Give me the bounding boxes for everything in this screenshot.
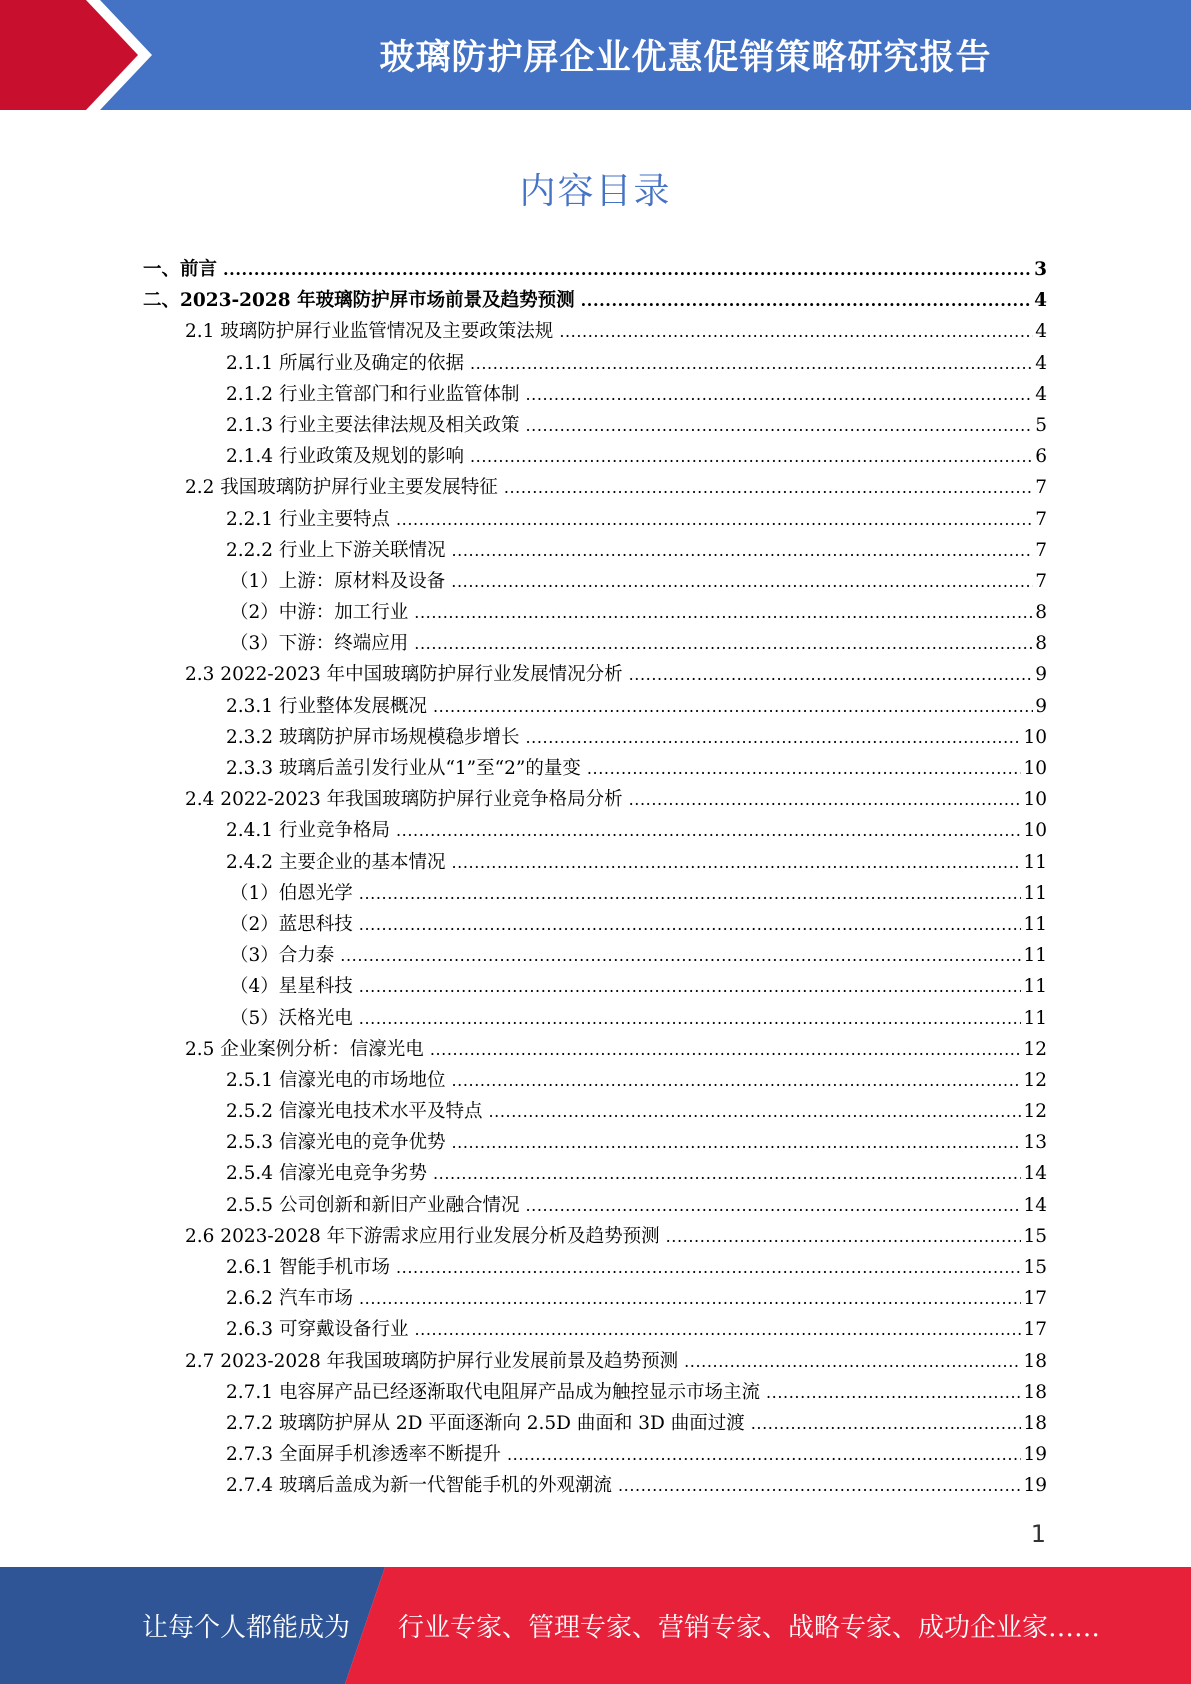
toc-entry-page: 18	[1023, 1381, 1047, 1403]
toc-entry[interactable]	[143, 285, 1047, 316]
toc-entry[interactable]	[143, 472, 1047, 503]
toc-dot-leader	[396, 504, 1033, 535]
toc-entry-title: 2.7.3 全面屏手机渗透率不断提升	[226, 1444, 501, 1466]
toc-entry-title: 2.5.4 信濠光电竞争劣势	[226, 1163, 427, 1185]
toc-entry[interactable]	[143, 1221, 1047, 1252]
toc-entry-title: 2.4.1 行业竞争格局	[226, 820, 390, 842]
toc-entry-title: 2.7.2 玻璃防护屏从 2D 平面逐渐向 2.5D 曲面和 3D 曲面过渡	[226, 1412, 745, 1434]
toc-dot-leader	[629, 784, 1022, 815]
toc-entry-title: 2.3.3 玻璃后盖引发行业从“1”至“2”的量变	[226, 758, 581, 779]
toc-entry[interactable]	[143, 1065, 1047, 1096]
toc-entry-page: 15	[1023, 1257, 1047, 1278]
toc-dot-leader	[618, 1470, 1021, 1501]
toc-entry-page: 10	[1023, 820, 1047, 842]
toc-heading: 内容目录	[519, 171, 672, 212]
toc-dot-leader	[451, 566, 1033, 597]
toc-entry[interactable]	[143, 1439, 1047, 1470]
footer-slogan-right: 行业专家、管理专家、营销专家、战略专家、成功企业家……	[398, 1613, 1101, 1643]
toc-entry-title: 2.1.2 行业主管部门和行业监管体制	[226, 383, 520, 405]
toc-dot-leader	[666, 1221, 1022, 1252]
toc-dot-leader	[451, 1127, 1021, 1158]
toc-entry[interactable]	[143, 410, 1047, 441]
toc-entry-title: 2.1 玻璃防护屏行业监管情况及主要政策法规	[185, 321, 554, 343]
toc-entry-page: 10	[1023, 758, 1047, 779]
toc-entry-title: 2.1.3 行业主要法律法规及相关政策	[226, 414, 520, 436]
toc-entry-title: （4）星星科技	[230, 976, 353, 998]
toc-entry[interactable]	[143, 847, 1047, 878]
toc-entry[interactable]	[143, 441, 1047, 472]
toc-entry-title: 2.5.5 公司创新和新旧产业融合情况	[226, 1194, 520, 1216]
toc-dot-leader	[414, 597, 1033, 628]
toc-dot-leader	[396, 815, 1021, 846]
header-band	[0, 0, 1191, 110]
toc-entry-page: 7	[1035, 539, 1047, 561]
toc-dot-leader	[581, 285, 1033, 316]
toc-entry-page: 10	[1023, 726, 1047, 748]
toc-entry[interactable]	[143, 1346, 1047, 1377]
toc-dot-leader	[433, 691, 1033, 722]
toc-entry-title: 2.7.1 电容屏产品已经逐渐取代电阻屏产品成为触控显示市场主流	[226, 1381, 760, 1403]
toc-entry-page: 5	[1035, 414, 1047, 436]
footer-band	[0, 1567, 1191, 1684]
toc-entry-page: 19	[1023, 1444, 1047, 1466]
toc-dot-leader	[359, 971, 1022, 1002]
toc-entry-page: 13	[1023, 1132, 1047, 1154]
toc-entry-page: 4	[1035, 352, 1047, 374]
toc-entry-title: （2）蓝思科技	[230, 913, 353, 935]
toc-entry-page: 11	[1023, 913, 1047, 935]
toc-entry[interactable]	[143, 1158, 1047, 1189]
toc-entry-page: 7	[1035, 477, 1047, 499]
toc-dot-leader	[433, 1158, 1021, 1189]
toc-entry[interactable]	[143, 379, 1047, 410]
toc-entry-page: 17	[1023, 1288, 1047, 1310]
toc-entry-title: 2.1.4 行业政策及规划的影响	[226, 446, 464, 468]
toc-entry-page: 11	[1023, 882, 1047, 904]
toc-entry[interactable]	[143, 348, 1047, 379]
toc-entry-title: （1）伯恩光学	[230, 882, 353, 904]
toc-dot-leader	[766, 1377, 1021, 1408]
toc-entry-title: 2.5.3 信濠光电的竞争优势	[226, 1132, 446, 1154]
toc-entry[interactable]	[143, 1314, 1047, 1345]
toc-entry-title: 2.2 我国玻璃防护屏行业主要发展特征	[185, 477, 498, 499]
toc-entry[interactable]	[143, 691, 1047, 722]
toc-entry-title: 一、前言	[143, 259, 218, 280]
toc-entry[interactable]	[143, 1096, 1047, 1127]
toc-dot-leader	[504, 472, 1033, 503]
toc-entry[interactable]	[143, 971, 1047, 1002]
toc-dot-leader	[587, 753, 1022, 784]
toc-dot-leader	[525, 379, 1033, 410]
toc-entry[interactable]	[143, 784, 1047, 815]
toc-dot-leader	[396, 1252, 1021, 1283]
toc-dot-leader	[223, 254, 1032, 285]
toc-entry[interactable]	[143, 1408, 1047, 1439]
toc-dot-leader	[488, 1096, 1021, 1127]
toc-entry-title: 2.6.3 可穿戴设备行业	[226, 1319, 409, 1341]
toc-entry-title: 2.6.1 智能手机市场	[226, 1257, 390, 1278]
toc-entry-title: 2.3 2022-2023 年中国玻璃防护屏行业发展情况分析	[185, 664, 623, 686]
header-red-chevron	[0, 0, 138, 110]
toc-entry-page: 9	[1035, 664, 1047, 686]
toc-entry-page: 9	[1035, 695, 1047, 717]
toc-entry-page: 14	[1023, 1194, 1047, 1216]
toc-dot-leader	[507, 1439, 1021, 1470]
toc-dot-leader	[629, 659, 1034, 690]
toc-dot-leader	[359, 1003, 1022, 1034]
toc-entry-page: 10	[1023, 789, 1047, 811]
toc-entry[interactable]	[143, 1252, 1047, 1283]
toc-entry-page: 11	[1023, 976, 1047, 998]
report-title: 玻璃防护屏企业优惠促销策略研究报告	[379, 38, 992, 78]
toc-entry-title: （3）合力泰	[230, 945, 335, 967]
toc-entry-title: 二、2023-2028 年玻璃防护屏市场前景及趋势预测	[143, 290, 575, 312]
toc-dot-leader	[684, 1346, 1021, 1377]
toc-entry-title: 2.5.2 信濠光电技术水平及特点	[226, 1101, 483, 1123]
toc-dot-leader	[525, 722, 1021, 753]
page-number: 1	[1030, 1520, 1046, 1548]
table-of-contents	[143, 254, 1047, 1502]
toc-dot-leader	[414, 1314, 1021, 1345]
toc-entry-title: （5）沃格光电	[230, 1007, 353, 1029]
toc-entry-page: 19	[1023, 1475, 1047, 1497]
toc-entry-title: 2.7.4 玻璃后盖成为新一代智能手机的外观潮流	[226, 1475, 612, 1497]
toc-dot-leader	[559, 316, 1033, 347]
toc-dot-leader	[414, 628, 1033, 659]
toc-entry-title: 2.5 企业案例分析：信濠光电	[185, 1038, 424, 1060]
toc-entry-title: （2）中游：加工行业	[230, 602, 409, 624]
toc-entry-title: 2.6.2 汽车市场	[226, 1288, 353, 1310]
toc-entry[interactable]	[143, 504, 1047, 535]
toc-entry-title: 2.2.2 行业上下游关联情况	[226, 539, 446, 561]
toc-dot-leader	[451, 847, 1021, 878]
toc-entry-title: 2.3.1 行业整体发展概况	[226, 695, 427, 717]
toc-entry-title: 2.4.2 主要企业的基本情况	[226, 851, 446, 873]
toc-dot-leader	[470, 441, 1033, 472]
toc-dot-leader	[359, 1283, 1022, 1314]
toc-entry[interactable]	[143, 659, 1047, 690]
toc-entry-page: 8	[1035, 602, 1047, 624]
toc-entry[interactable]	[143, 1470, 1047, 1501]
toc-entry[interactable]	[143, 597, 1047, 628]
toc-entry-page: 12	[1023, 1101, 1047, 1123]
toc-entry[interactable]	[143, 535, 1047, 566]
toc-entry[interactable]	[143, 940, 1047, 971]
toc-entry-page: 12	[1023, 1038, 1047, 1060]
toc-entry-page: 18	[1023, 1412, 1047, 1434]
toc-entry-page: 4	[1035, 383, 1047, 405]
toc-entry-title: 2.3.2 玻璃防护屏市场规模稳步增长	[226, 726, 520, 748]
toc-entry-title: 2.4 2022-2023 年我国玻璃防护屏行业竞争格局分析	[185, 789, 623, 811]
toc-entry[interactable]	[143, 628, 1047, 659]
toc-entry[interactable]	[143, 878, 1047, 909]
toc-entry-page: 4	[1034, 290, 1047, 312]
toc-entry[interactable]	[143, 753, 1047, 784]
toc-dot-leader	[359, 878, 1022, 909]
toc-entry[interactable]	[143, 1283, 1047, 1314]
toc-entry-page: 14	[1023, 1163, 1047, 1185]
toc-entry-page: 18	[1023, 1350, 1047, 1372]
toc-entry-page: 7	[1035, 508, 1047, 530]
toc-entry-page: 4	[1035, 321, 1047, 343]
toc-entry[interactable]	[143, 1190, 1047, 1221]
toc-dot-leader	[451, 1065, 1021, 1096]
toc-entry-title: （3）下游：终端应用	[230, 633, 409, 655]
toc-dot-leader	[430, 1034, 1022, 1065]
toc-entry[interactable]	[143, 815, 1047, 846]
toc-entry-title: （1）上游：原材料及设备	[230, 570, 446, 592]
toc-entry[interactable]	[143, 722, 1047, 753]
toc-dot-leader	[751, 1408, 1022, 1439]
toc-entry-page: 11	[1023, 851, 1047, 873]
toc-entry-title: 2.5.1 信濠光电的市场地位	[226, 1069, 446, 1091]
toc-dot-leader	[451, 535, 1033, 566]
toc-entry-page: 11	[1023, 945, 1047, 967]
toc-entry-page: 6	[1035, 446, 1047, 468]
toc-entry-title: 2.1.1 所属行业及确定的依据	[226, 352, 464, 374]
toc-entry-title: 2.6 2023-2028 年下游需求应用行业发展分析及趋势预测	[185, 1225, 660, 1247]
toc-entry[interactable]	[143, 1003, 1047, 1034]
toc-entry-page: 3	[1034, 259, 1047, 280]
toc-entry-title: 2.7 2023-2028 年我国玻璃防护屏行业发展前景及趋势预测	[185, 1350, 679, 1372]
toc-entry-page: 7	[1035, 570, 1047, 592]
toc-entry-page: 11	[1023, 1007, 1047, 1029]
toc-dot-leader	[525, 1190, 1021, 1221]
toc-entry-page: 12	[1023, 1069, 1047, 1091]
toc-entry-title: 2.2.1 行业主要特点	[226, 508, 390, 530]
toc-entry[interactable]	[143, 254, 1047, 285]
toc-entry-page: 8	[1035, 633, 1047, 655]
toc-entry-page: 17	[1023, 1319, 1047, 1341]
toc-dot-leader	[525, 410, 1033, 441]
toc-entry[interactable]	[143, 1127, 1047, 1158]
footer-slogan-left: 让每个人都能成为	[142, 1613, 351, 1643]
toc-dot-leader	[340, 940, 1021, 971]
toc-dot-leader	[359, 909, 1022, 940]
toc-dot-leader	[470, 348, 1033, 379]
toc-entry[interactable]	[143, 316, 1047, 347]
toc-entry[interactable]	[143, 566, 1047, 597]
toc-entry[interactable]	[143, 909, 1047, 940]
toc-entry[interactable]	[143, 1034, 1047, 1065]
toc-entry-page: 15	[1023, 1225, 1047, 1247]
toc-entry[interactable]	[143, 1377, 1047, 1408]
